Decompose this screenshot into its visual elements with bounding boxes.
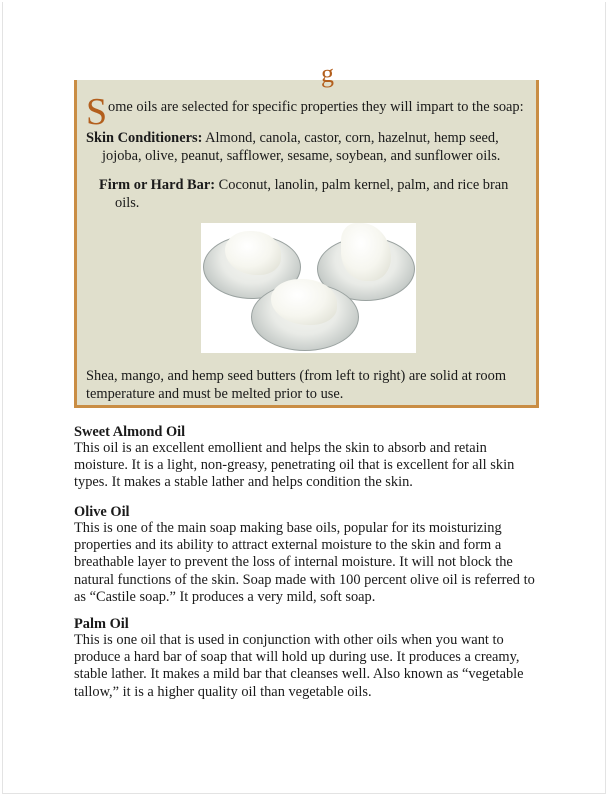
group-text: Coconut, lanolin, palm kernel, palm, and rice bran oils.: [115, 177, 509, 211]
oil-properties-sidebar: [74, 59, 539, 408]
sidebar-title-fragment: g: [321, 59, 334, 88]
butters-photo: [201, 223, 416, 353]
section-body-olive: This is one of the main soap making base oils, popular for its moisturizing properties and its ability to attract external moisture to the skin and form a breathable layer to prevent the loss of internal moisture. It will not block the natural functions of the skin. Soap made with 100 percent olive oil is referred to as “Castile soap.” It produces a very mild, soft soap.: [74, 520, 535, 605]
skin-conditioners-list: [86, 129, 538, 165]
group-text: Almond, canola, castor, corn, hazelnut, hemp seed, jojoba, olive, peanut, safflower, sesame, soybean, and sunflower oils.: [102, 130, 501, 164]
photo-caption: Shea, mango, and hemp seed butters (from left to right) are solid at room temperature and must be melted prior to use.: [86, 368, 507, 402]
group-label: Skin Conditioners:: [86, 130, 203, 146]
hard-bar-list: [99, 176, 535, 212]
hemp-butter: [341, 223, 391, 281]
section-body-sweet-almond: This oil is an excellent emollient and helps the skin to absorb and retain moisture. It is a light, non-greasy, penetrating oil that is excellent for all skin types. It makes a stable lather and helps condition the skin.: [74, 440, 515, 491]
section-heading-palm: Palm Oil: [74, 616, 129, 632]
drop-cap: S: [86, 91, 108, 133]
sidebar-intro: ome oils are selected for specific properties they will impart to the soap:: [108, 99, 524, 115]
section-heading-sweet-almond: Sweet Almond Oil: [74, 424, 186, 440]
group-label: Firm or Hard Bar:: [99, 177, 216, 193]
section-body-palm: This is one oil that is used in conjunction with other oils when you want to produce a hard bar of soap that will hold up during use. It produces a creamy, stable lather. It makes a mild bar that cleanses well. Also known as “vegetable tallow,” it is a higher quality oil than vegetable oils.: [74, 632, 524, 700]
section-heading-olive: Olive Oil: [74, 504, 130, 520]
